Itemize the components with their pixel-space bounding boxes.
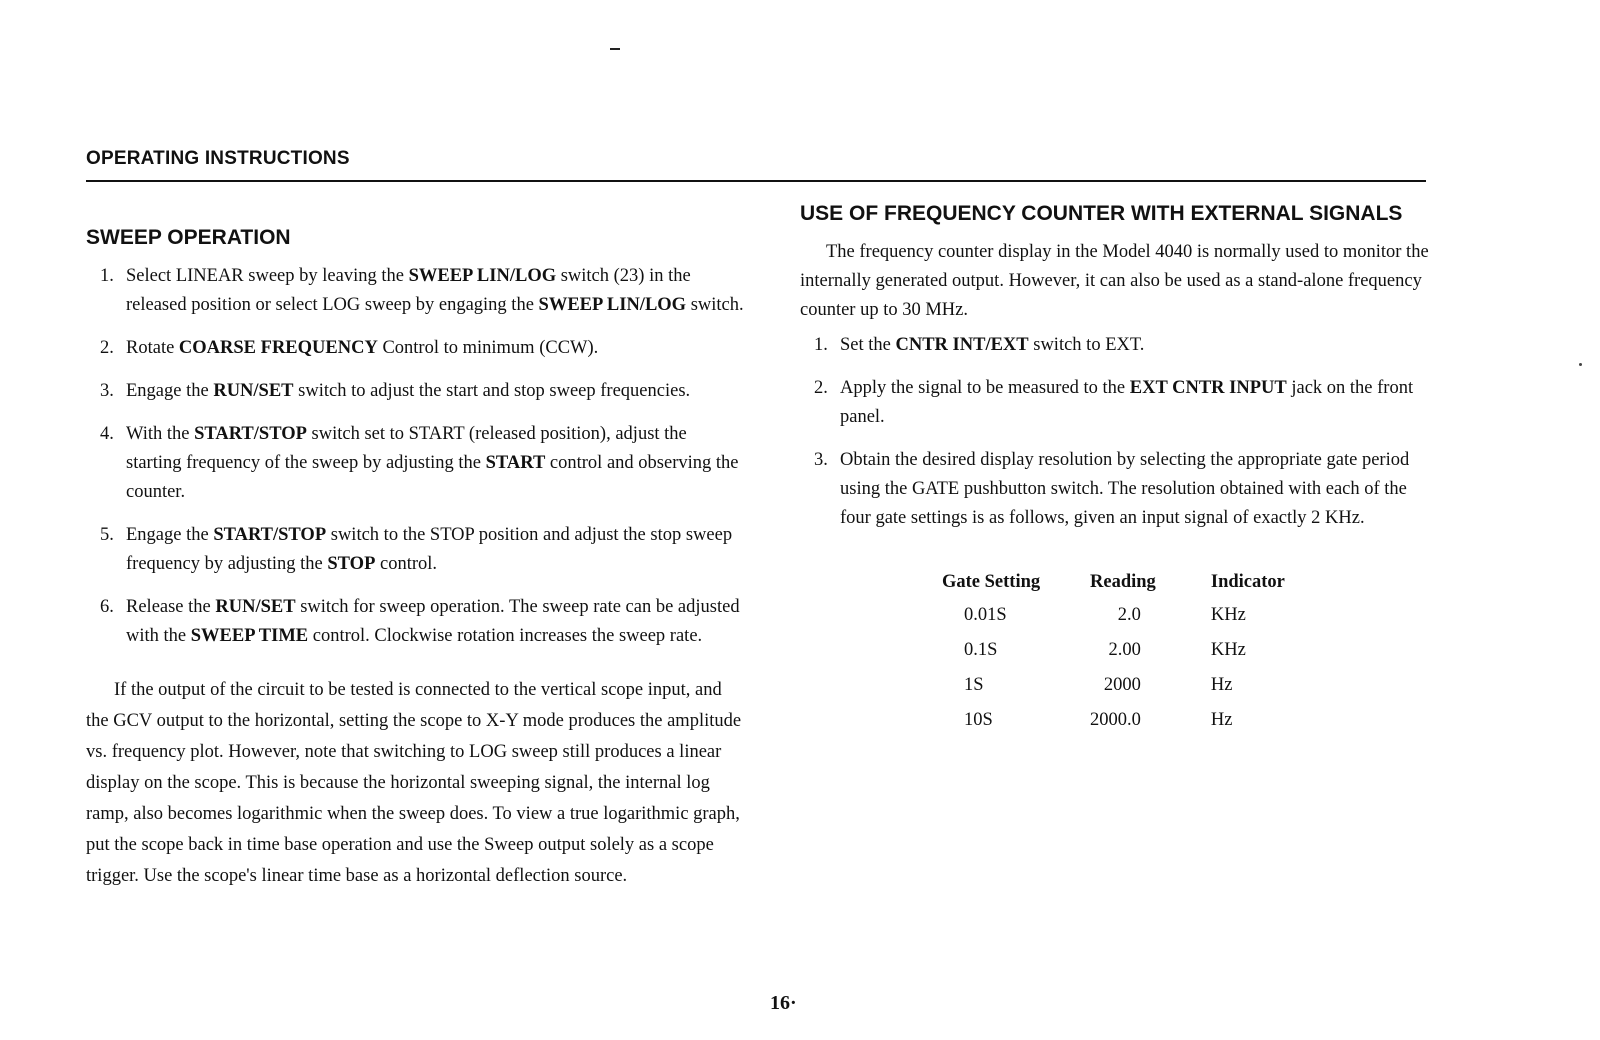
sweep-operation-section bbox=[86, 224, 746, 892]
section-title-sweep: SWEEP OPERATION bbox=[86, 226, 291, 249]
counter-intro: The frequency counter display in the Model 4040 is normally used to monitor the internally generated output. However, it can also be used as a stand-alone frequency counter up to 30 MHz. bbox=[800, 242, 1429, 320]
step-number: 1. bbox=[814, 335, 828, 355]
table-cell-reading: 2.0 bbox=[1117, 604, 1141, 625]
table-cell-reading: 2.00 bbox=[1108, 639, 1141, 660]
control-name: SWEEP TIME bbox=[190, 626, 309, 646]
table-header-row bbox=[942, 572, 1301, 603]
step-number: 5. bbox=[100, 525, 114, 545]
step-text: Release the bbox=[126, 597, 216, 617]
control-name: RUN/SET bbox=[215, 597, 296, 617]
step-text: switch. bbox=[686, 295, 744, 315]
step-text: control and observing the counter. bbox=[126, 453, 739, 502]
step-text: Engage the bbox=[126, 525, 214, 545]
step-text: Apply the signal to be measured to the bbox=[840, 378, 1130, 398]
step-text: switch set to START (released position), adjust the starting frequency of the sweep by adjusting the bbox=[126, 424, 687, 473]
step-text: With the bbox=[126, 424, 195, 444]
table-cell-indicator: Hz bbox=[1210, 709, 1233, 730]
list-item bbox=[800, 374, 1440, 432]
header-rule bbox=[86, 180, 1426, 182]
step-text: Set the bbox=[840, 335, 896, 355]
frequency-counter-section bbox=[800, 200, 1440, 730]
step-text: switch for sweep operation. The sweep rate can be adjusted with the bbox=[126, 597, 740, 646]
table-cell-reading: 2000 bbox=[1103, 674, 1141, 695]
page-header-title: OPERATING INSTRUCTIONS bbox=[86, 148, 350, 169]
scan-speck bbox=[610, 48, 620, 50]
control-name: EXT CNTR INPUT bbox=[1129, 378, 1287, 398]
step-text: Engage the bbox=[126, 381, 214, 401]
control-name: SWEEP LIN/LOG bbox=[538, 295, 687, 315]
sweep-steps-list bbox=[86, 262, 746, 651]
list-item bbox=[86, 521, 746, 579]
table-cell-indicator: Hz bbox=[1210, 674, 1233, 695]
list-item bbox=[800, 331, 1440, 360]
step-number: 6. bbox=[100, 597, 114, 617]
step-text: Rotate bbox=[126, 338, 179, 358]
table-header-indicator: Indicator bbox=[1210, 572, 1285, 592]
table-cell-indicator: KHz bbox=[1210, 604, 1246, 625]
table-cell-reading: 2000.0 bbox=[1090, 709, 1141, 730]
table-header-gate-setting: Gate Setting bbox=[942, 572, 1041, 592]
counter-steps-list bbox=[800, 331, 1440, 533]
table-cell-gate: 10S bbox=[964, 709, 993, 730]
list-item bbox=[86, 262, 746, 320]
control-name: START/STOP bbox=[194, 424, 307, 444]
control-name: STOP bbox=[327, 554, 376, 574]
page-number: 16· bbox=[770, 992, 797, 1014]
control-name: SWEEP LIN/LOG bbox=[408, 266, 557, 286]
step-text: switch to the STOP position and adjust the stop sweep frequency by adjusting the bbox=[126, 525, 733, 574]
section-title-counter: USE OF FREQUENCY COUNTER WITH EXTERNAL SIGNALS bbox=[800, 202, 1403, 225]
scan-speck bbox=[1579, 363, 1582, 366]
control-name: START bbox=[485, 453, 546, 473]
table-row bbox=[942, 673, 1301, 708]
list-item bbox=[86, 377, 746, 406]
list-item bbox=[86, 593, 746, 651]
step-text: switch (23) in the released position or select LOG sweep by engaging the bbox=[126, 266, 691, 315]
control-name: START/STOP bbox=[213, 525, 327, 545]
step-number: 4. bbox=[100, 424, 114, 444]
table-cell-indicator: KHz bbox=[1210, 639, 1246, 660]
step-text: switch to adjust the start and stop sweep frequencies. bbox=[293, 381, 691, 401]
step-number: 2. bbox=[100, 338, 114, 358]
step-text: jack on the front panel. bbox=[840, 378, 1414, 427]
control-name: RUN/SET bbox=[213, 381, 294, 401]
sweep-paragraph: If the output of the circuit to be tested is connected to the vertical scope input, and the GCV output to the horizontal, setting the scope to X-Y mode produces the amplitude vs. frequency plot. However, note that switching to LOG sweep still produces a linear display on the scope. This is because the horizontal sweeping signal, the internal log ramp, also becomes logarithmic when the sweep does. To view a true logarithmic graph, put the scope back in time base operation and use the Sweep output solely as a scope trigger. Use the scope's linear time base as a horizontal deflection source. bbox=[86, 680, 742, 886]
list-item bbox=[86, 334, 746, 363]
table-cell-gate: 1S bbox=[964, 674, 984, 695]
step-number: 1. bbox=[100, 266, 114, 286]
table-row bbox=[942, 708, 1301, 743]
step-text: Select LINEAR sweep by leaving the bbox=[126, 266, 409, 286]
step-text: Obtain the desired display resolution by selecting the appropriate gate period using the GATE pushbutton switch. The resolution obtained with each of the four gate settings is as follows, given an input signal of exactly 2 KHz. bbox=[840, 450, 1410, 528]
control-name: CNTR INT/EXT bbox=[895, 335, 1029, 355]
table-cell-gate: 0.1S bbox=[964, 639, 998, 660]
table-header-reading: Reading bbox=[1090, 572, 1156, 592]
step-text: Control to minimum (CCW). bbox=[377, 338, 599, 358]
step-number: 3. bbox=[814, 450, 828, 470]
step-number: 3. bbox=[100, 381, 114, 401]
list-item bbox=[86, 420, 746, 507]
table-row bbox=[942, 638, 1301, 673]
step-text: control. Clockwise rotation increases the sweep rate. bbox=[308, 626, 703, 646]
table-cell-gate: 0.01S bbox=[964, 604, 1007, 625]
step-text: control. bbox=[375, 554, 438, 574]
step-number: 2. bbox=[814, 378, 828, 398]
control-name: COARSE FREQUENCY bbox=[178, 338, 378, 358]
gate-resolution-table bbox=[942, 572, 1301, 743]
step-text: switch to EXT. bbox=[1028, 335, 1145, 355]
table-row bbox=[942, 603, 1301, 638]
list-item bbox=[800, 446, 1440, 533]
